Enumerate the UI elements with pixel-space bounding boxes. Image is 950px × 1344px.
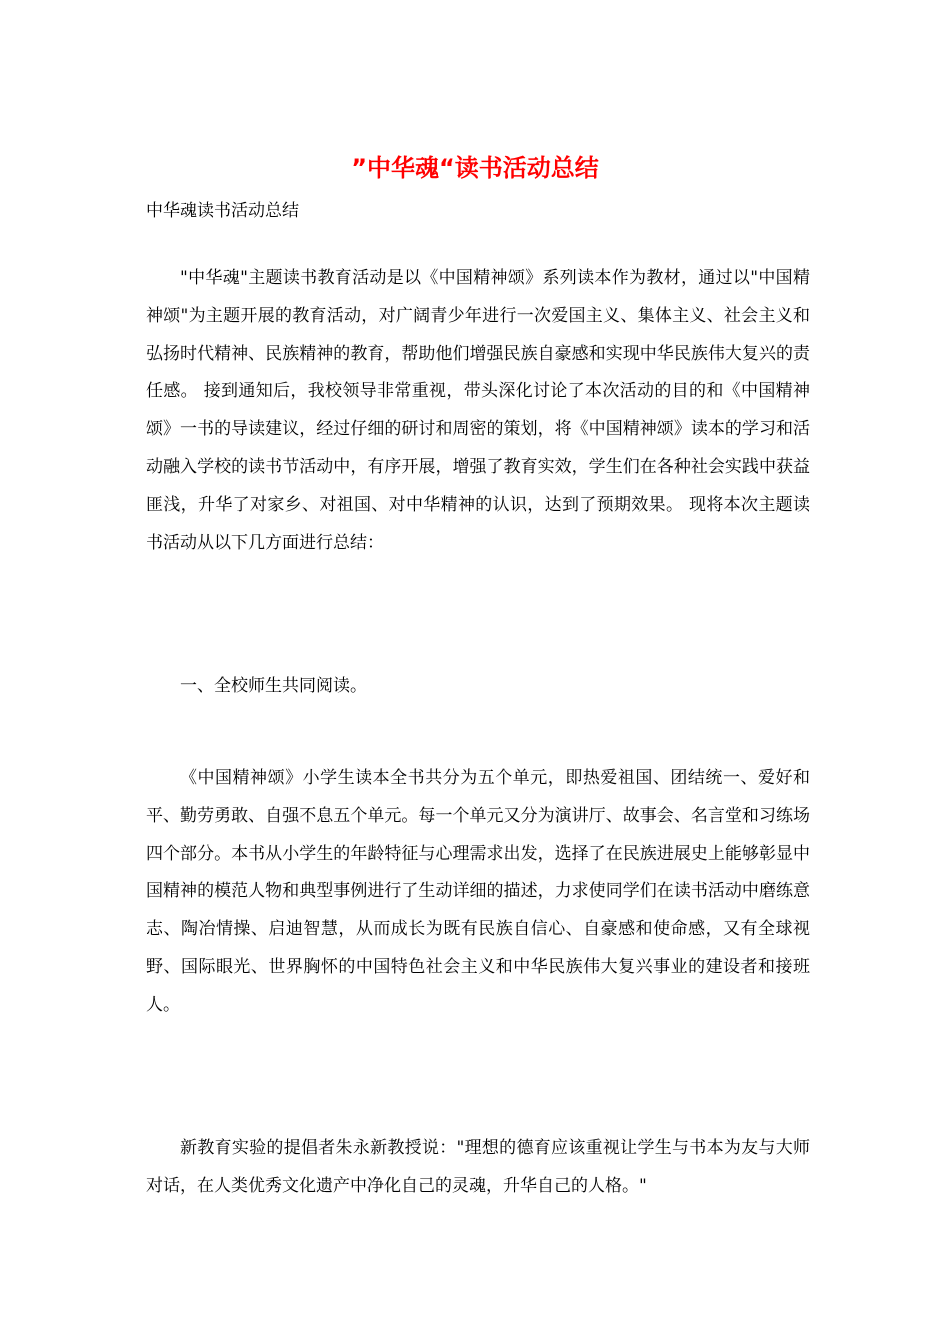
section-heading-1: 一、全校师生共同阅读。 xyxy=(180,676,367,696)
paragraph-quote: 新教育实验的提倡者朱永新教授说："理想的德育应该重视让学生与书本为友与大师对话，在人类优秀文化遗产中净化自己的灵魂，升华自己的人格。" xyxy=(146,1138,810,1196)
paragraph-book-description: 《中国精神颂》小学生读本全书共分为五个单元，即热爱祖国、团结统一、爱好和平、勤劳勇敢、自强不息五个单元。每一个单元又分为演讲厅、故事会、名言堂和习练场四个部分。本书从小学生的年龄特征与心理需求出发，选择了在民族进展史上能够彰显中国精神的模范人物和典型事例进行了生动详细的描述，力求使同学们在读书活动中磨练意志、陶冶情操、启迪智慧，从而成长为既有民族自信心、自豪感和使命感，又有全球视野、国际眼光、世界胸怀的中国特色社会主义和中华民族伟大复兴事业的建设者和接班人。 xyxy=(146,768,810,1015)
document-subtitle: 中华魂读书活动总结 xyxy=(146,201,299,221)
document-title: ”中华魂“读书活动总结 xyxy=(351,154,599,182)
paragraph-intro: "中华魂"主题读书教育活动是以《中国精神颂》系列读本作为教材，通过以"中国精神颂"为主题开展的教育活动，对广阔青少年进行一次爱国主义、集体主义、社会主义和弘扬时代精神、民族精神的教育，帮助他们增强民族自豪感和实现中华民族伟大复兴的责任感。 接到通知后，我校领导非常重视，带头深化讨论了本次活动的目的和《中国精神颂》一书的导读建议，经过仔细的研讨和周密的策划，将《中国精神颂》读本的学习和活动融入学校的读书节活动中，有序开展，增强了教育实效，学生们在各种社会实践中获益匪浅，升华了对家乡、对祖国、对中华精神的认识，达到了预期效果。 现将本次主题读书活动从以下几方面进行总结： xyxy=(146,268,810,553)
